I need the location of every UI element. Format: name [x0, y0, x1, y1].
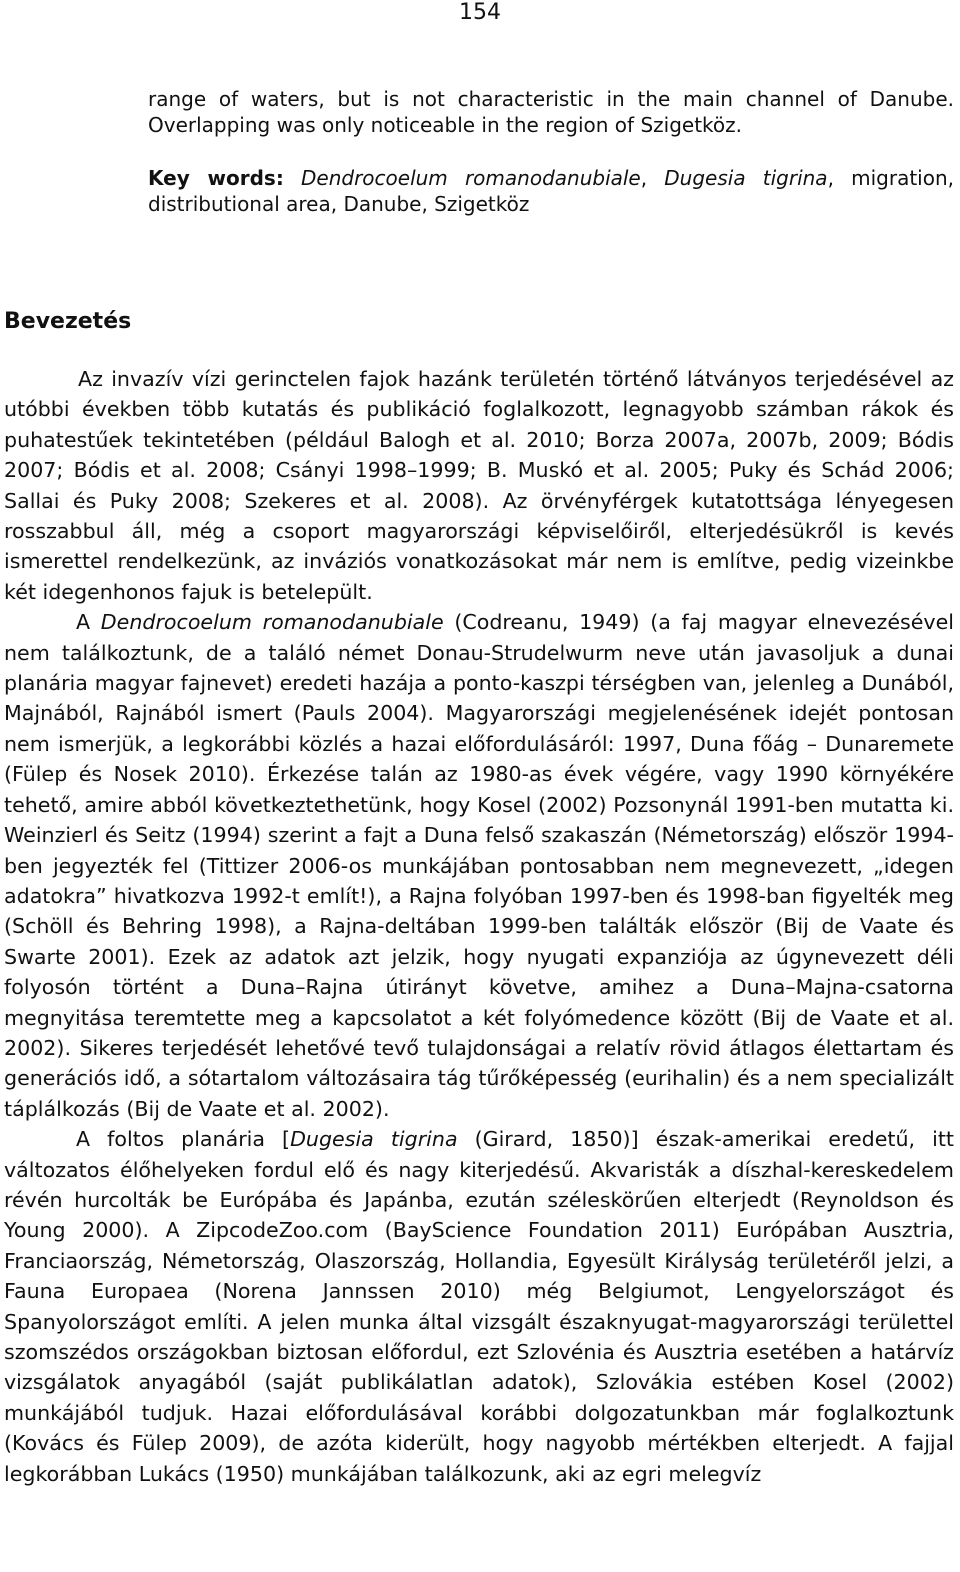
paragraph-3-lead: A foltos planária [ [76, 1127, 291, 1152]
paragraph-3-species: Dugesia tigrina [290, 1127, 458, 1152]
keywords-rest: , migration, distributional area, Danube, Szigetköz [148, 166, 954, 216]
paragraph-3 [4, 1124, 954, 1489]
page-number: 154 [459, 0, 501, 25]
keywords [148, 165, 954, 217]
keyword-species-2: Dugesia tigrina [664, 166, 828, 190]
paragraph-2 [4, 607, 954, 1124]
paragraph-2-body: (Codreanu, 1949) (a faj magyar elnevezésével nem találkoztunk, de a találó német Donau-Strudelwurm neve után javasoljuk a dunai planária magyar fajnevet) eredeti hazája a ponto-kaszpi térségben van, jelenleg a Dunából, Majnából, Rajnából ismert (Pauls 2004). Magyarországi megjelenésének idejét pontosan nem ismerjük, a legkorábbi közlés a hazai előfordulásáról: 1997, Duna főág – Dunaremete (Fülep és Nosek 2010). Érkezése talán az 1980-as évek végére, vagy 1990 környékére tehető, amire abból következtethetünk, hogy Kosel (2002) Pozsonynál 1991-ben mutatta ki. Weinzierl és Seitz (1994) szerint a fajt a Duna felső szakaszán (Németország) először 1994-ben jegyezték fel (Tittizer 2006-os munkájában pontosabban nem megnevezett, „idegen adatokra” hivatkozva 1992-t említ!), a Rajna folyóban 1997-ben és 1998-ban figyelték meg (Schöll és Behring 1998), a Rajna-deltában 1999-ben találták először (Bij de Vaate és Swarte 2001). Ezek az adatok azt jelzik, hogy nyugati expanziója az úgynevezett déli folyosón történt a Duna–Rajna útirányt követve, amihez a Duna–Majna-csatorna megnyitása teremtette meg a kapcsolatot a két folyómedence között (Bij de Vaate et al. 2002). Sikeres terjedését lehetővé tevő tulajdonságai a relatív rövid átlagos élettartam és generációs idő, a sótartalom változásaira tág tűrőképesség (eurihalin) és a nem specializált táplálkozás (Bij de Vaate et al. 2002). [4, 610, 954, 1121]
keywords-label: Key words: [148, 166, 284, 190]
keyword-separator: , [640, 166, 665, 190]
body-text [4, 364, 954, 1489]
abstract-text: range of waters, but is not characteristic in the main channel of Danube. Overlapping was only noticeable in the region of Szigetköz. [148, 87, 954, 137]
paragraph-2-species: Dendrocoelum romanodanubiale [100, 610, 444, 635]
section-heading: Bevezetés [4, 309, 132, 334]
paragraph-3-body: (Girard, 1850)] észak-amerikai eredetű, itt változatos élőhelyeken fordul elő és nagy kiterjedésű. Akvaristák a díszhal-kereskedelem révén hurcolták be Európába és Japánba, ezután széleskörűen elterjedt (Reynoldson és Young 2000). A ZipcodeZoo.com (BayScience Foundation 2011) Európában Ausztria, Franciaország, Németország, Olaszország, Hollandia, Egyesült Királyság területéről jelzi, a Fauna Europaea (Norena Jannssen 2010) még Belgiumot, Lengyelországot és Spanyolországot említi. A jelen munka által vizsgált északnyugat-magyarországi területtel szomszédos országokban biztosan előfordul, ezt Szlovénia és Ausztria esetében a határvíz vizsgálatok anyagából (saját publikálatlan adatok), Szlovákia estében Kosel (2002) munkájából tudjuk. Hazai előfordulásával korábbi dolgozatunkban már foglalkoztunk (Kovács és Fülep 2009), de azóta kiderült, hogy nagyobb mértékben elterjedt. A fajjal legkorábban Lukács (1950) munkájában találkozunk, aki az egri melegvíz [4, 1127, 954, 1486]
keywords-text [148, 165, 954, 217]
paragraph-2-lead: A [76, 610, 101, 635]
keyword-species-1: Dendrocoelum romanodanubiale [301, 166, 641, 190]
abstract-tail [148, 86, 954, 138]
paragraph-1: Az invazív vízi gerinctelen fajok hazánk területén történő látványos terjedésével az utóbbi években több kutatás és publikáció foglalkozott, legnagyobb számban rákok és puhatestűek tekintetében (például Balogh et al. 2010; Borza 2007a, 2007b, 2009; Bódis 2007; Bódis et al. 2008; Csányi 1998–1999; B. Muskó et al. 2005; Puky és Schád 2006; Sallai és Puky 2008; Szekeres et al. 2008). Az örvényférgek kutatottsága lényegesen rosszabbul áll, még a csoport magyarországi képviselőiről, elterjedésükről is kevés ismerettel rendelkezünk, az inváziós vonatkozásokat már nem is említve, pedig vizeinkbe két idegenhonos fajuk is betelepült. [4, 367, 954, 604]
